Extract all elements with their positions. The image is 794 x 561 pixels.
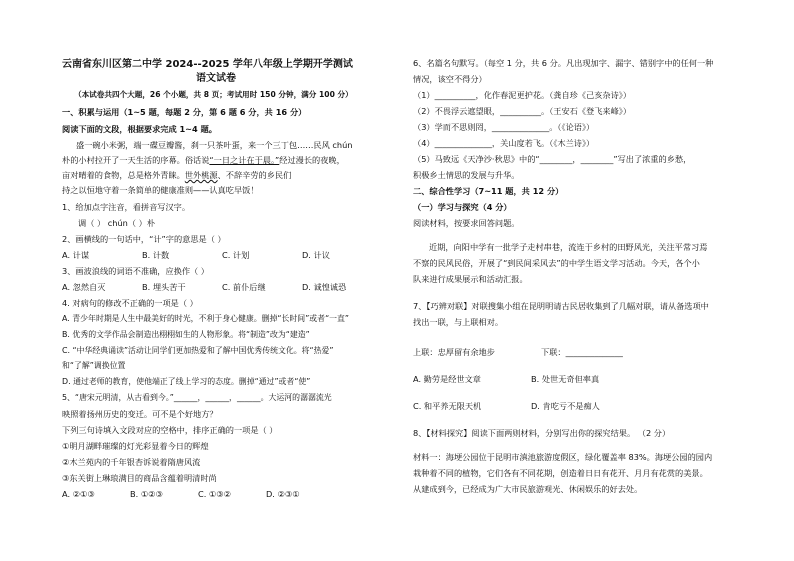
question-3: 3、画波浪线的词语不准确，应换作（ ）	[62, 266, 209, 276]
option-b: B. 埋头苦干	[142, 282, 186, 292]
poem-line: ③东关街上琳琅满目的商品含蕴着明清时尚	[62, 473, 217, 483]
option-d: D. 诚惶诚恐	[302, 282, 347, 292]
question-5: 5、“唐宋元明清，从古看到今。”______，______，______。大运河的潺潺流光	[62, 393, 332, 402]
subsection-instruction: 阅读材料，按要求回答问题。	[413, 218, 520, 228]
option-b: B. ①②③	[130, 489, 163, 499]
dictation-line: （4）______________，关山度若飞。（《木兰诗》）	[413, 138, 595, 148]
passage-line: 朴的小村拉开了一天生活的序幕。俗话说“一日之计在于晨。”经过漫长的夜晚，	[62, 155, 345, 165]
option-c: C. 和平养无限天机	[413, 401, 482, 411]
material-line: 近期，向阳中学有一批学子走村串巷，流连于乡村的田野风光，关注平常习焉	[429, 242, 708, 252]
underlined-sentence: “一日之计在于晨。”	[209, 155, 280, 165]
section1-title: 一、积累与运用（1~5 题，每题 2 分，第 6 题 6 分，共 16 分）	[62, 107, 307, 117]
option-a: A. 忽然自灭	[62, 282, 106, 292]
dictation-line: （2）不畏浮云遮望眼，__________。（王安石《登飞来峰》）	[413, 106, 632, 116]
option-d: D. 肯吃亏不是痴人	[531, 401, 600, 411]
wavy-word: 世外桃源	[184, 170, 218, 180]
option-c: C. 计划	[222, 250, 250, 260]
poem-line: ②木兰苑内的千年银杏诉说着隋唐风流	[62, 457, 201, 467]
subsection-title: （一）学习与探究（4 分）	[413, 202, 512, 212]
material-line: 不察的民风民俗，开展了“到民间采风去”的中学生语文学习活动。今天，各个小	[413, 258, 700, 268]
question-2: 2、画横线的一句话中，“计”字的意思是（ ）	[62, 234, 226, 244]
option-b: B. 优秀的文学作品会制造出栩栩如生的人物形象。将“制造”改为“建造”	[62, 330, 310, 339]
option-d: D. 通过老师的教育，使他端正了线上学习的态度。删掉“通过”或者“使”	[62, 377, 311, 386]
exam-subtitle: 语文试卷	[196, 73, 236, 84]
option-a: A. ②①③	[62, 489, 95, 499]
passage-instruction: 阅读下面的文段，根据要求完成 1~4 题。	[62, 124, 217, 134]
section2-title: 二、综合性学习（7~11 题，共 12 分）	[413, 186, 564, 196]
option-b: B. 处世无奇但率真	[531, 374, 600, 384]
material-one-line: 栽种着不同的植物，它们各有不同花期，创造着日日有花开、月月有花赏的美景。	[413, 468, 708, 478]
option-c: C. ①③②	[198, 489, 231, 499]
option-a: A. 勤劳是经世文章	[413, 374, 481, 384]
option-c: C. “中华经典诵读”活动让同学们更加热爱和了解中国优秀传统文化。将“热爱”	[62, 346, 334, 355]
question-8: 8、【材料探究】阅读下面两则材料，分别写出你的探究结果。 （2 分）	[413, 428, 671, 438]
option-c: C. 前仆后继	[222, 282, 266, 292]
option-c-cont: 和“了解”调换位置	[62, 361, 126, 370]
passage-line: 盛一碗小米粥，端一碟豆瓣酱，刹一只茶叶蛋，来一个三丁包……民风 chún	[76, 140, 353, 150]
question-7-cont: 找出一联，与上联相对。	[413, 317, 504, 327]
poem-line: ①明月湖畔璀璨的灯光彩显着今日的辉煌	[62, 441, 209, 451]
couplet-upper: 上联：忠厚留有余地步	[413, 347, 495, 357]
passage-line: 持之以恒地守着一条简单的健康准则——认真吃早饭！	[62, 185, 259, 195]
question-4: 4. 对病句的修改不正确的一项是（ ）	[62, 298, 198, 308]
couplet-lower: 下联：______________	[541, 347, 623, 357]
question-7: 7、【巧辨对联】对联搜集小组在昆明明请古民居收集到了几幅对联，请从备选项中	[413, 301, 709, 311]
material-line: 队来进行成果展示和活动汇报。	[413, 274, 528, 284]
option-a: A. 青少年时期是人生中最美好的时光，不利于身心健康。删掉“长时间”或者“一直”	[62, 314, 350, 323]
exam-title: 云南省东川区第二中学 2024--2025 学年八年级上学期开学测试	[62, 59, 353, 70]
material-one-line: 从建成到今，已经成为广大市民旅游观光、休闲娱乐的好去处。	[413, 484, 643, 494]
option-a: A. 计谋	[62, 250, 90, 260]
option-b: B. 计数	[142, 250, 170, 260]
question-1: 1、给加点字注音，看拼音写汉字。	[62, 202, 191, 212]
option-d: D. ②③①	[266, 489, 300, 499]
dictation-line-cont: 积极乡土情思的发展与升华。	[413, 170, 520, 180]
question-6-cont: 情况，该空不得分）	[413, 74, 487, 84]
question-5-prompt: 下列三句诗填入文段对应的空格中，排序正确的一项是（ ）	[62, 425, 278, 435]
material-one-line: 材料一：海埂公园位于昆明市滇池旅游度假区，绿化覆盖率 83%。海埂公园的园内	[413, 452, 713, 462]
passage-line: 亩对晴着的食物，总是格外青睐。世外桃源、不辞辛劳的乡民们	[62, 170, 292, 180]
dictation-line: （3）学而不思则罔，______________。（《论语》）	[413, 122, 595, 132]
dictation-line: （1）__________，化作春泥更护花。（龚自珍《己亥杂诗》）	[413, 90, 632, 100]
question-5-cont: 映照着扬州历史的变迁。可不是个好地方？	[62, 409, 218, 419]
dictation-line: （5）马致远《天净沙·秋思》中的“________，________”写出了浓重的乡愁，	[413, 154, 692, 164]
exam-info: （本试卷共四个大题，26 个小题，共 8 页；考试用时 150 分钟，满分 100 分）	[74, 90, 353, 99]
question-1-blanks: 调（ ） chún（ ）朴	[78, 218, 156, 228]
question-6: 6、名篇名句默写。（每空 1 分，共 6 分。凡出现加字、漏字、错别字中的任何一种	[413, 58, 714, 68]
option-d: D. 计议	[302, 250, 330, 260]
